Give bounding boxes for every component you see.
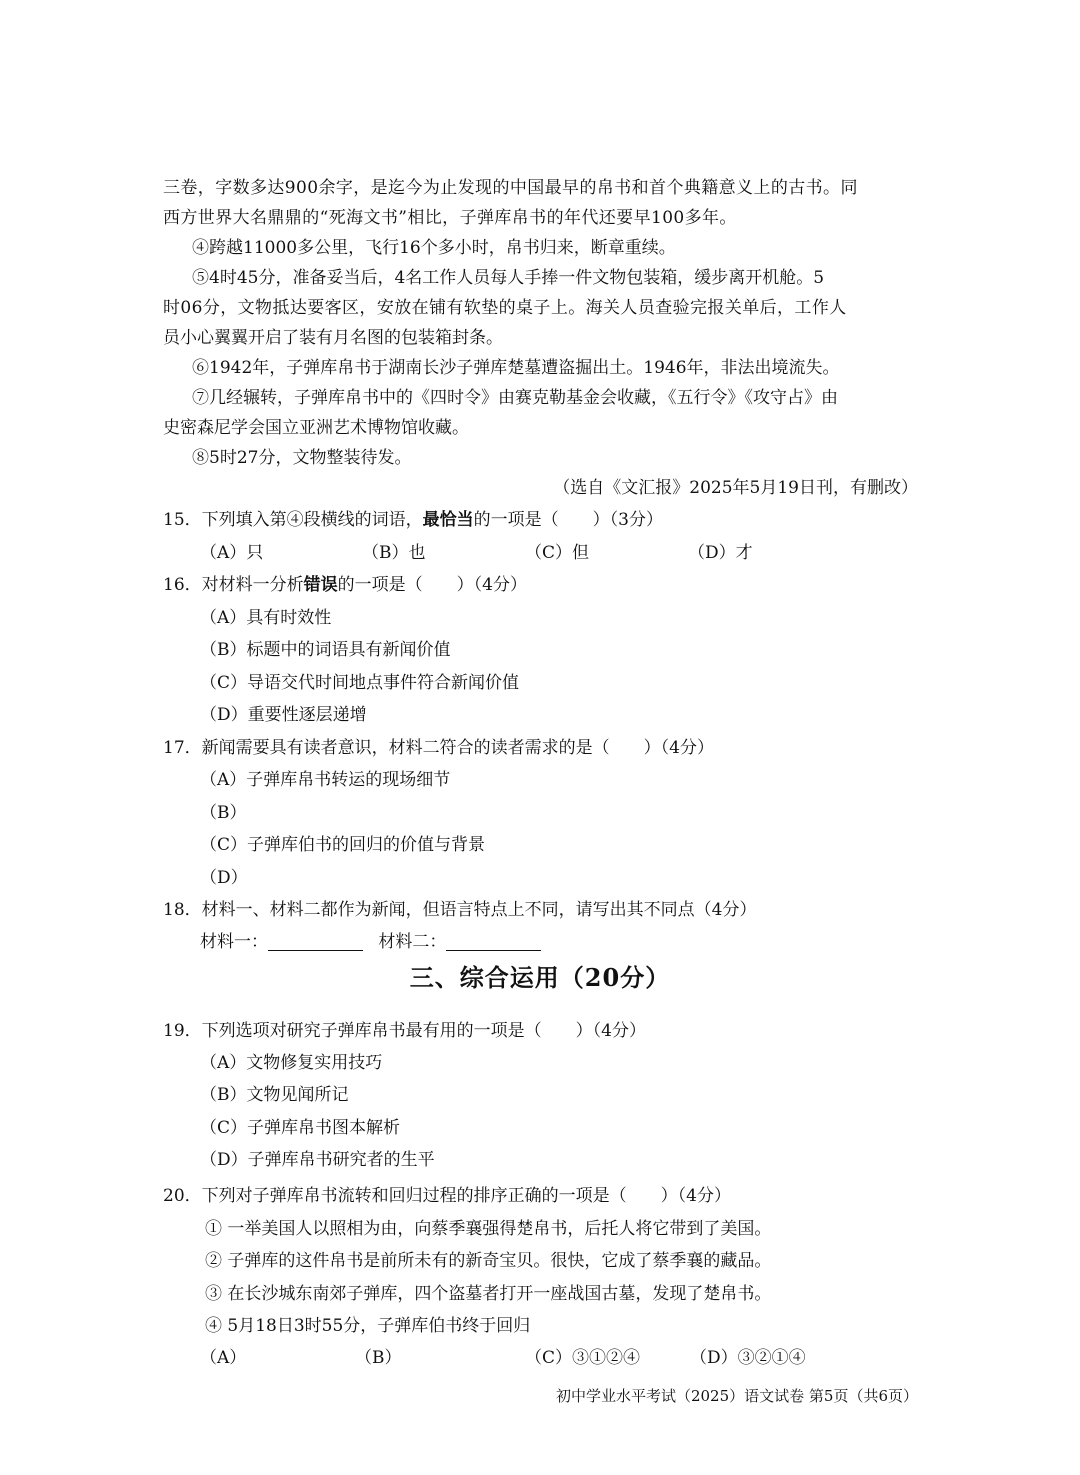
option-d[interactable]: （D）才 (688, 543, 753, 563)
option-a[interactable]: （A） (200, 1348, 247, 1368)
option-c[interactable]: （C）但 (525, 543, 590, 563)
question-19-stem: 19．下列选项对研究子弹库帛书最有用的一项是（ ）（4分） (163, 1021, 646, 1041)
page-footer: 初中学业水平考试（2025）语文试卷 第5页（共6页） (555, 1387, 918, 1405)
sequence-item-2: ② 子弹库的这件帛书是前所未有的新奇宝贝。很快，它成了蔡季襄的藏品。 (205, 1251, 772, 1271)
option-d[interactable]: （D）子弹库帛书研究者的生平 (200, 1150, 435, 1170)
question-20-stem: 20．下列对子弹库帛书流转和回归过程的排序正确的一项是（ ）（4分） (163, 1186, 731, 1206)
option-b[interactable]: （B）也 (362, 543, 426, 563)
option-c[interactable]: （C）子弹库帛书图本解析 (200, 1118, 401, 1138)
option-a[interactable]: （A）只 (200, 543, 264, 563)
emphasis-text: 最恰当 (422, 510, 474, 530)
option-d[interactable]: （D） (200, 868, 248, 888)
question-18-answer-row (200, 926, 955, 958)
question-18-stem: 18．材料一、材料二都作为新闻，但语言特点上不同，请写出其不同点（4分） (163, 900, 757, 920)
passage-line: 史密森尼学会国立亚洲艺术博物馆收藏。 (163, 418, 469, 438)
option-a[interactable]: （A）子弹库帛书转运的现场细节 (200, 770, 451, 790)
question-16-stem: 16．对材料一分析错误的一项是（ ）（4分） (163, 575, 527, 595)
passage-line: 时06分，文物抵达要客区，安放在铺有软垫的桌子上。海关人员查验完报关单后，工作人 (163, 298, 847, 318)
option-b[interactable]: （B）标题中的词语具有新闻价值 (200, 640, 451, 660)
passage-line: 员小心翼翼开启了装有月名图的包装箱封条。 (163, 328, 503, 348)
source-citation: （选自《文汇报》2025年5月19日刊，有删改） (553, 478, 918, 498)
question-17-stem: 17．新闻需要具有读者意识，材料二符合的读者需求的是（ ）（4分） (163, 738, 714, 758)
answer-blank-2[interactable] (446, 930, 541, 951)
sequence-item-4: ④ 5月18日3时55分，子弹库伯书终于回归 (205, 1316, 531, 1336)
passage-paragraph-6: ⑥1942年，子弹库帛书于湖南长沙子弹库楚墓遭盗掘出土。1946年，非法出境流失。 (192, 358, 840, 378)
passage-paragraph-4: ④跨越11000多公里，飞行16个多小时，帛书归来，断章重续。 (192, 238, 676, 258)
option-b[interactable]: （B）文物见闻所记 (200, 1085, 349, 1105)
answer-blank-1[interactable] (268, 930, 363, 951)
option-c[interactable]: （C）③①②④ (525, 1348, 641, 1368)
question-15-stem: 15．下列填入第④段横线的词语，最恰当的一项是（ ）（3分） (163, 510, 663, 530)
emphasis-text: 错误 (303, 575, 338, 595)
passage-line: 西方世界大名鼎鼎的“死海文书”相比，子弹库帛书的年代还要早100多年。 (163, 208, 737, 228)
section-title: 三、综合运用（20分） (409, 963, 671, 992)
option-c[interactable]: （C）导语交代时间地点事件符合新闻价值 (200, 673, 520, 693)
option-d[interactable]: （D）重要性逐层递增 (200, 705, 367, 725)
passage-paragraph-7: ⑦几经辗转，子弹库帛书中的《四时令》由赛克勒基金会收藏，《五行令》《攻守占》由 (192, 388, 838, 408)
option-c[interactable]: （C）子弹库伯书的回归的价值与背景 (200, 835, 486, 855)
answer-label-1: 材料一： (200, 932, 268, 952)
question-15-options (200, 537, 800, 569)
option-b[interactable]: （B） (200, 803, 247, 823)
passage-line: 三卷，字数多达900余字，是迄今为止发现的中国最早的帛书和首个典籍意义上的古书。同 (163, 178, 858, 198)
option-b[interactable]: （B） (355, 1348, 402, 1368)
option-d[interactable]: （D）③②①④ (690, 1348, 806, 1368)
passage-paragraph-5: ⑤4时45分，准备妥当后，4名工作人员每人手捧一件文物包装箱，缓步离开机舱。5 (192, 268, 825, 288)
option-a[interactable]: （A）具有时效性 (200, 608, 332, 628)
answer-label-2: 材料二： (378, 932, 447, 952)
question-20-options (200, 1342, 840, 1374)
option-a[interactable]: （A）文物修复实用技巧 (200, 1053, 383, 1073)
sequence-item-1: ① 一举美国人以照相为由，向蔡季襄强得楚帛书，后托人将它带到了美国。 (205, 1219, 772, 1239)
sequence-item-3: ③ 在长沙城东南郊子弹库，四个盗墓者打开一座战国古墓，发现了楚帛书。 (205, 1284, 772, 1304)
passage-paragraph-8: ⑧5时27分，文物整装待发。 (192, 448, 412, 468)
